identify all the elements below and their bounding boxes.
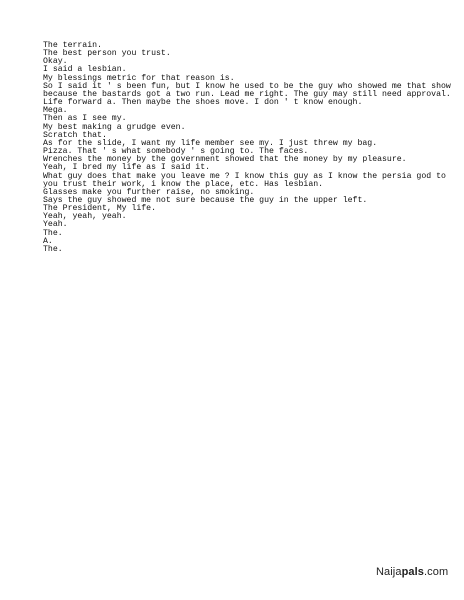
text-line: Okay.: [43, 57, 68, 67]
text-line: you trust their work, i know the place, etc. Has lesbian.: [43, 179, 324, 189]
watermark-part: pals: [401, 566, 424, 578]
transcript-text: [43, 41, 451, 254]
text-line: Glasses make you further raise, no smoking.: [43, 187, 255, 197]
text-line: The President, My life.: [43, 204, 157, 214]
text-line: My best making a grudge even.: [43, 122, 186, 132]
text-line: The.: [43, 244, 63, 254]
watermark-logo: [376, 566, 448, 578]
text-line: Scratch that.: [43, 130, 107, 140]
text-line: The terrain.: [43, 41, 102, 50]
text-line: Yeah.: [43, 220, 68, 230]
text-line: Wrenches the money by the government showed that the money by my pleasure.: [43, 155, 407, 165]
text-line: Life forward a. Then maybe the shoes move. I don ' t know enough.: [43, 98, 363, 108]
text-line: Mega.: [43, 106, 68, 116]
text-line: What guy does that make you leave me ? I know this guy as I know the persia god to: [43, 171, 446, 181]
text-line: So I said it ' s been fun, but I know he used to be the guy who showed me that show: [43, 81, 451, 91]
text-line: The best person you trust.: [43, 49, 171, 59]
text-line: Then as I see my.: [43, 114, 127, 124]
text-line: Yeah, yeah, yeah.: [43, 212, 127, 222]
text-line: Pizza. That ' s what somebody ' s going to. The faces.: [43, 147, 309, 157]
text-line: As for the slide, I want my life member see my. I just threw my bag.: [43, 138, 378, 148]
text-line: A.: [43, 236, 53, 246]
text-line: because the bastards got a two run. Lead me right. The guy may still need approval.: [43, 89, 451, 99]
text-line: Says the guy showed me not sure because the guy in the upper left.: [43, 195, 368, 205]
text-line: Yeah, I bred my life as I said it.: [43, 163, 211, 173]
text-line: My blessings metric for that reason is.: [43, 73, 235, 83]
watermark-part: .com: [424, 566, 449, 578]
text-line: I said a lesbian.: [43, 65, 127, 75]
watermark-part: Naija: [376, 566, 402, 578]
text-line: The.: [43, 228, 63, 238]
